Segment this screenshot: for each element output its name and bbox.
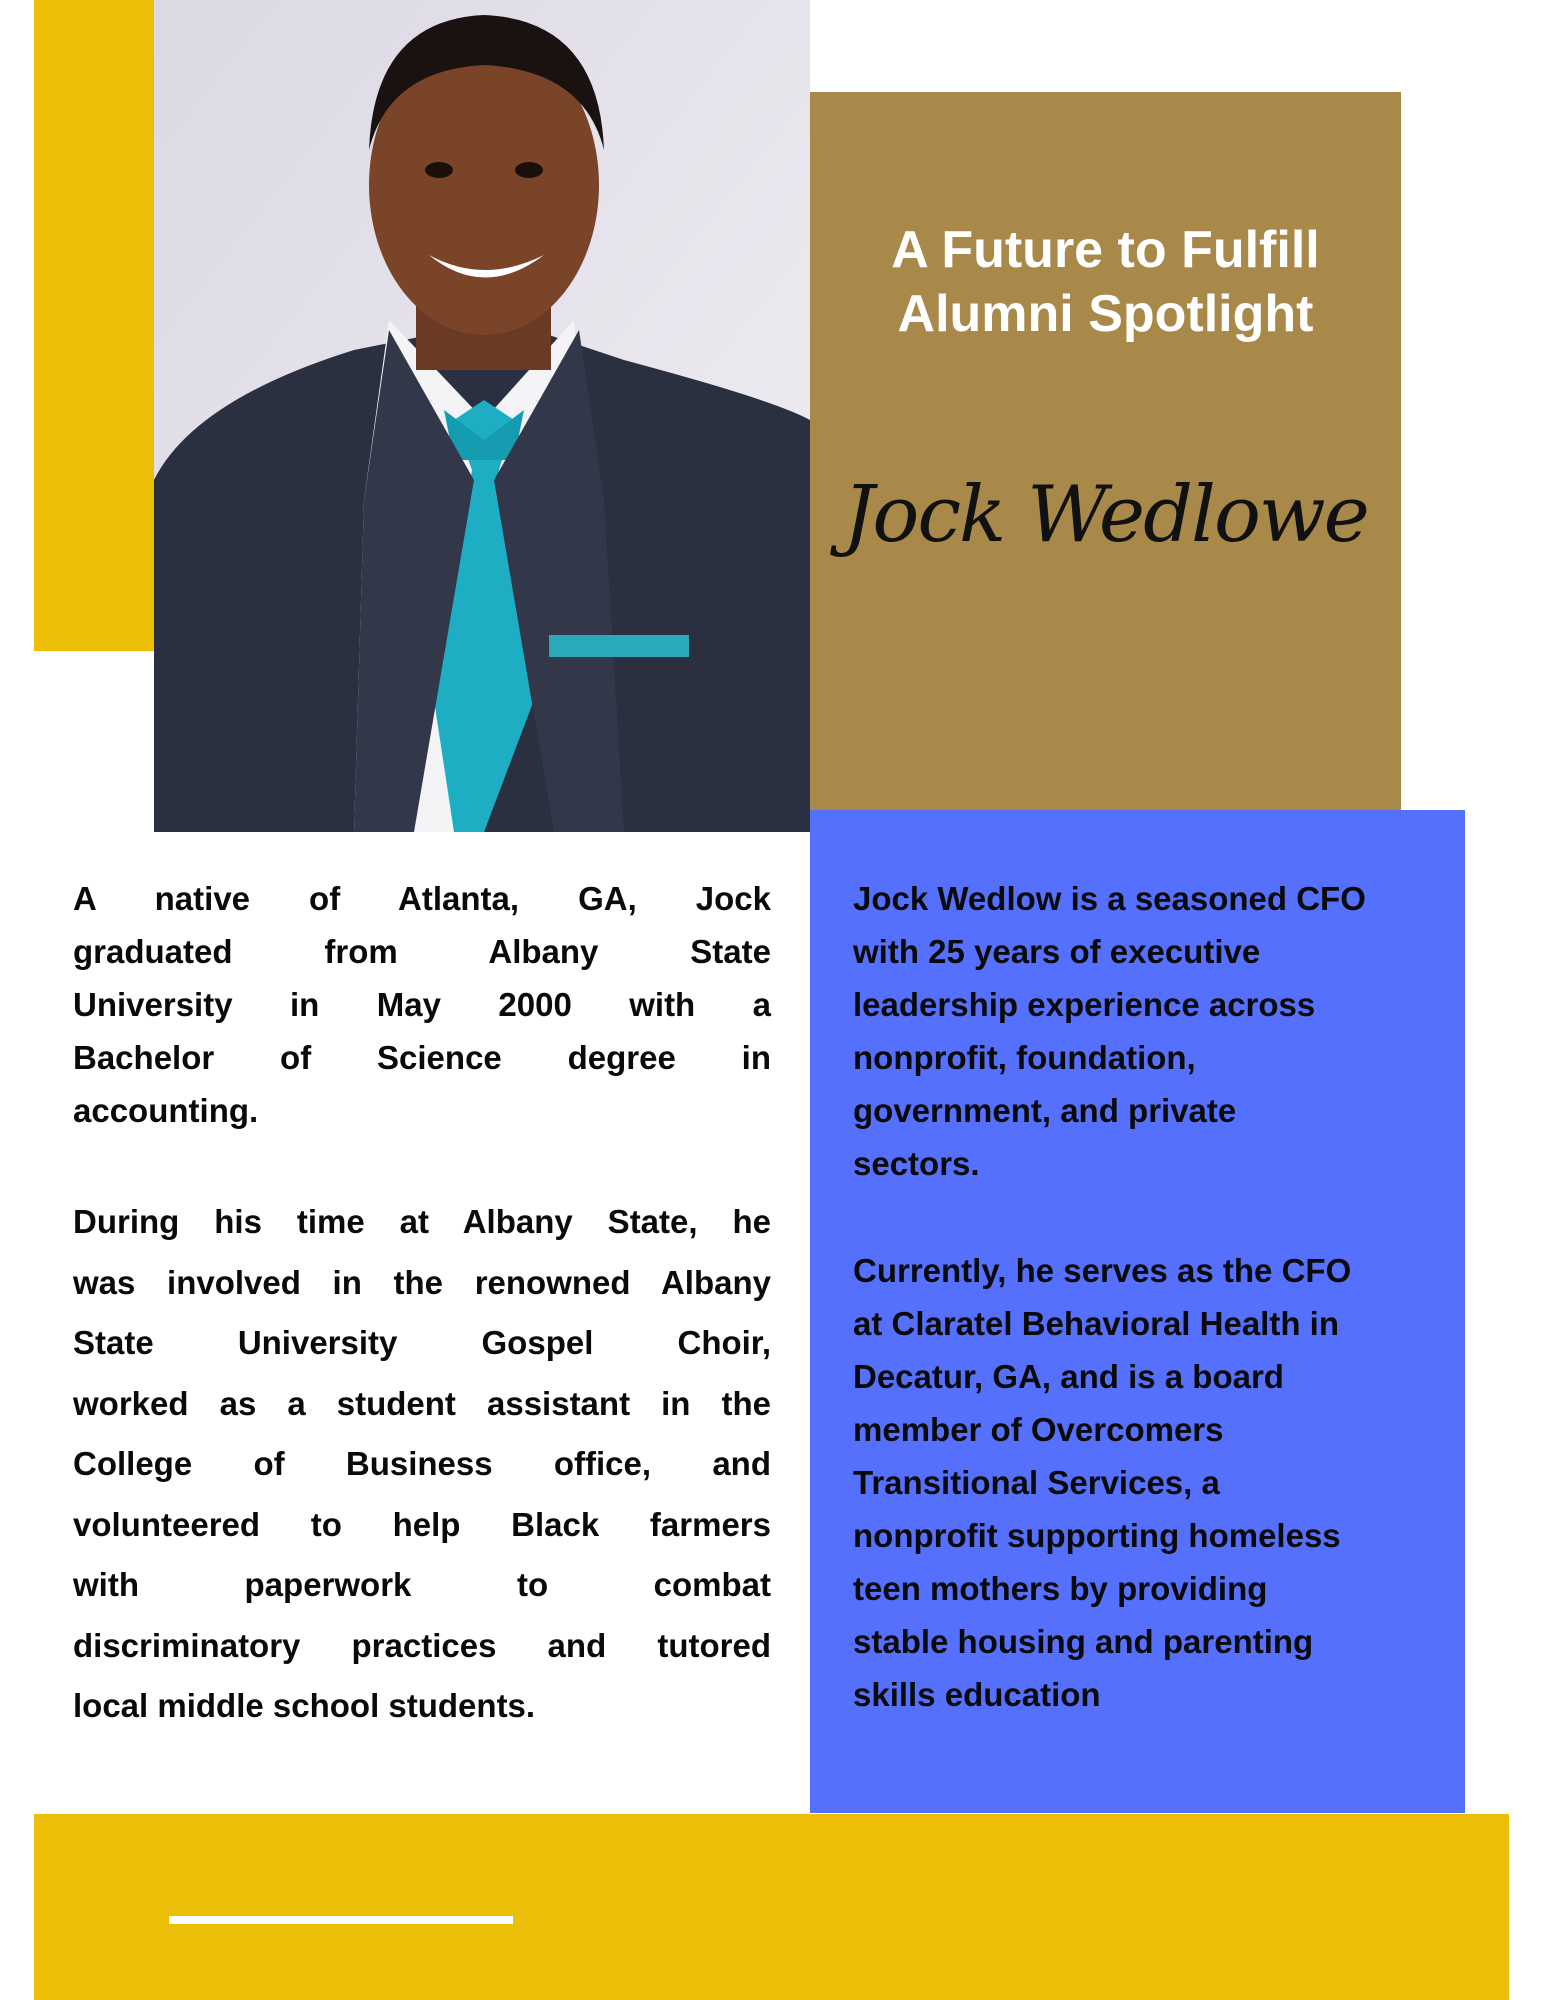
left-paragraph-1 [73, 872, 771, 1137]
text-line: local middle school students. [73, 1687, 536, 1724]
text-line: Decatur, GA, and is a board [853, 1358, 1284, 1395]
portrait-photo [154, 0, 810, 832]
text-line: State University Gospel Choir, [73, 1324, 771, 1361]
portrait-illustration [154, 0, 810, 832]
text-line: discriminatory practices and tutored [73, 1626, 771, 1664]
text-line: Transitional Services, a [853, 1464, 1220, 1501]
text-line: A native of Atlanta, GA, Jock [73, 880, 771, 917]
text-line: During his time at Albany State, he [73, 1203, 771, 1240]
text-line: leadership experience across [853, 986, 1316, 1023]
text-line: stable housing and parenting [853, 1623, 1314, 1660]
text-line: Currently, he serves as the CFO [853, 1252, 1352, 1289]
text-line: graduated from Albany State [73, 933, 771, 970]
text-line: at Claratel Behavioral Health in [853, 1305, 1339, 1342]
title-line-2: Alumni Spotlight [897, 285, 1314, 343]
yellow-accent-bar-left [34, 0, 154, 651]
signature: Jock Wedlowe [843, 470, 1368, 560]
text-line: nonprofit supporting homeless [853, 1517, 1341, 1554]
text-line: worked as a student assistant in the [73, 1384, 771, 1422]
text-line: skills education [853, 1676, 1101, 1713]
right-paragraph-1 [853, 872, 1453, 1190]
page-title [810, 218, 1401, 346]
right-paragraph-2 [853, 1244, 1453, 1721]
text-line: nonprofit, foundation, [853, 1039, 1196, 1076]
title-panel [810, 92, 1401, 810]
text-line: University in May 2000 with a [73, 986, 771, 1023]
title-line-1: A Future to Fulfill [891, 221, 1320, 279]
text-line: sectors. [853, 1145, 980, 1182]
text-line: member of Overcomers [853, 1411, 1224, 1448]
text-line: was involved in the renowned Albany [73, 1263, 771, 1301]
left-paragraph-2 [73, 1192, 771, 1737]
text-line: Jock Wedlow is a seasoned CFO [853, 880, 1366, 917]
text-line: Bachelor of Science degree in [73, 1039, 771, 1076]
text-line: College of Business office, and [73, 1445, 771, 1482]
yellow-footer-band [34, 1814, 1509, 2000]
text-line: with paperwork to combat [73, 1566, 771, 1603]
text-line: accounting. [73, 1092, 259, 1129]
text-line: volunteered to help Black farmers [73, 1505, 771, 1543]
text-line: with 25 years of executive [853, 933, 1261, 970]
text-line: teen mothers by providing [853, 1570, 1268, 1607]
text-line: government, and private [853, 1092, 1237, 1129]
footer-divider-line [169, 1916, 513, 1924]
